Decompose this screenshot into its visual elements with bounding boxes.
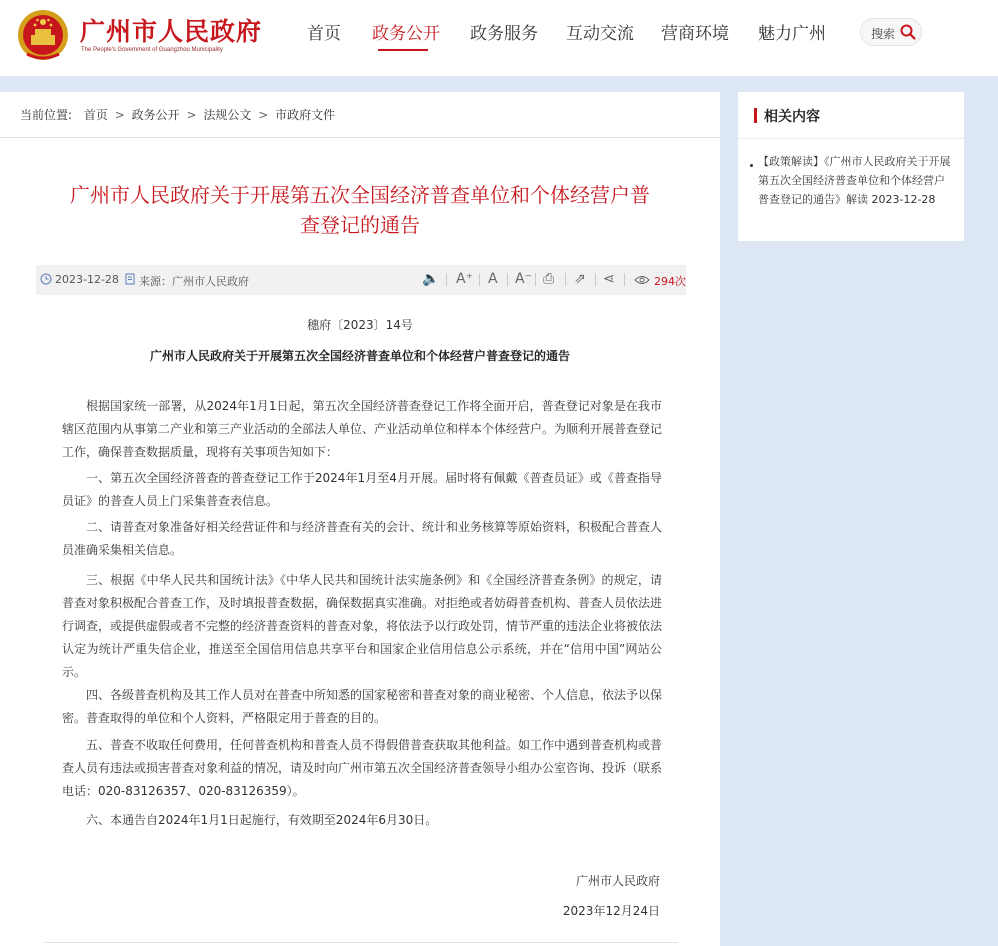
signature: 广州市人民政府 bbox=[575, 874, 660, 888]
document-icon bbox=[124, 273, 136, 285]
toolbar-separator bbox=[595, 273, 596, 286]
breadcrumb-home[interactable]: 首页 bbox=[83, 108, 108, 122]
breadcrumb-separator: > bbox=[114, 108, 125, 122]
nav-interaction[interactable]: 互动交流 bbox=[566, 24, 634, 44]
site-title[interactable]: 广州市人民政府 bbox=[80, 17, 263, 46]
paragraph-6: 六、本通告自2024年1月1日起施行，有效期至2024年6月30日。 bbox=[86, 813, 438, 827]
search-button[interactable] bbox=[860, 18, 922, 46]
document-title: 广州市人民政府关于开展第五次全国经济普查单位和个体经营户普查登记的通告 bbox=[149, 349, 570, 363]
national-emblem-icon[interactable] bbox=[17, 8, 69, 62]
article-panel bbox=[0, 92, 720, 946]
section-marker bbox=[754, 108, 757, 123]
publish-date: 2023-12-28 bbox=[55, 273, 119, 286]
nav-services[interactable]: 政务服务 bbox=[470, 24, 538, 44]
font-normal-icon[interactable]: A bbox=[488, 271, 498, 287]
bullet bbox=[750, 164, 753, 167]
font-decrease-icon[interactable]: A⁻ bbox=[515, 271, 532, 287]
breadcrumb-separator: > bbox=[258, 108, 269, 122]
nav-active-underline bbox=[378, 49, 428, 51]
view-count: 294次 bbox=[654, 275, 686, 288]
search-icon bbox=[899, 23, 917, 41]
related-content-title: 相关内容 bbox=[764, 109, 820, 125]
breadcrumb-municipal-documents[interactable]: 市政府文件 bbox=[275, 108, 336, 122]
breadcrumb-separator: > bbox=[186, 108, 197, 122]
site-header bbox=[0, 0, 998, 76]
share-icon[interactable]: ⋖ bbox=[603, 271, 615, 287]
font-increase-icon[interactable]: A⁺ bbox=[456, 271, 473, 287]
related-link[interactable]: 【政策解读】《广州市人民政府关于开展第五次全国经济普查单位和个体经营户普查登记的通告》解读 2023-12-28 bbox=[758, 155, 951, 206]
toolbar-separator bbox=[507, 273, 508, 286]
toolbar-separator bbox=[446, 273, 447, 286]
related-content-header bbox=[738, 92, 964, 139]
print-icon[interactable]: ⎙ bbox=[543, 271, 555, 287]
divider bbox=[44, 942, 678, 943]
paragraph-intro: 根据国家统一部署，从2024年1月1日起，第五次全国经济普查登记工作将全面开启，普查登记对象是在我市辖区范围内从事第二产业和第三产业活动的全部法人单位、产业活动单位和样本个体经营户。为顺利开展普查登记工作，确保普查数据质量，现将有关事项告知如下： bbox=[62, 399, 663, 459]
breadcrumb-government-affairs[interactable]: 政务公开 bbox=[131, 108, 180, 122]
paragraph-4: 四、各级普查机构及其工作人员对在普查中所知悉的国家秘密和普查对象的商业秘密、个人信息，依法予以保密。普查取得的单位和个人资料，严格限定用于普查的目的。 bbox=[62, 688, 663, 725]
clock-icon bbox=[40, 273, 52, 285]
article-source: 来源：广州市人民政府 bbox=[139, 275, 249, 288]
nav-government-affairs[interactable]: 政务公开 bbox=[372, 24, 440, 44]
eye-icon bbox=[634, 274, 650, 286]
share-external-icon[interactable]: ⇗ bbox=[574, 271, 586, 287]
divider bbox=[0, 137, 720, 138]
toolbar-separator bbox=[565, 273, 566, 286]
toolbar-separator bbox=[535, 273, 536, 286]
breadcrumb bbox=[20, 106, 335, 123]
breadcrumb-prefix: 当前位置: bbox=[20, 108, 73, 122]
nav-home[interactable]: 首页 bbox=[307, 24, 341, 44]
speaker-icon[interactable]: 🔈 bbox=[422, 271, 440, 287]
article-meta-bar bbox=[36, 265, 686, 295]
paragraph-5: 五、普查不收取任何费用，任何普查机构和普查人员不得假借普查获取其他利益。如工作中遇到普查机构或普查人员有违法或损害普查对象利益的情况，请及时向广州市第五次全国经济普查领导小组办公室咨询、投诉（联系电话：020-83126357、020-83126359）。 bbox=[62, 738, 663, 798]
article-title: 广州市人民政府关于开展第五次全国经济普查单位和个体经营户普查登记的通告 bbox=[70, 183, 650, 237]
breadcrumb-regulations[interactable]: 法规公文 bbox=[203, 108, 252, 122]
toolbar-separator bbox=[624, 273, 625, 286]
paragraph-2: 二、请普查对象准备好相关经营证件和与经济普查有关的会计、统计和业务核算等原始资料，积极配合普查人员准确采集相关信息。 bbox=[62, 520, 663, 557]
related-content-panel bbox=[738, 92, 964, 241]
nav-charm-guangzhou[interactable]: 魅力广州 bbox=[758, 24, 826, 44]
paragraph-3: 三、根据《中华人民共和国统计法》《中华人民共和国统计法实施条例》和《全国经济普查条例》的规定，请普查对象积极配合普查工作，及时填报普查数据，确保数据真实准确。对拒绝或者妨碍普查机构、普查人员依法进行调查，或提供虚假或者不完整的经济普查资料的普查对象，将依法予以行政处罚，情节严重的违法企业将被依法认定为统计严重失信企业，推送至全国信用信息共享平台和国家企业信用信息公示系统，并在“信用中国”网站公示。 bbox=[62, 573, 663, 679]
site-subtitle: The People's Government of Guangzhou Municipality bbox=[81, 47, 223, 53]
toolbar-separator bbox=[479, 273, 480, 286]
search-label: 搜索 bbox=[871, 27, 896, 41]
paragraph-1: 一、第五次全国经济普查的普查登记工作于2024年1月至4月开展。届时将有佩戴《普查员证》或《普查指导员证》的普查人员上门采集普查表信息。 bbox=[62, 471, 662, 508]
nav-business-environment[interactable]: 营商环境 bbox=[661, 24, 729, 44]
document-number: 穗府〔2023〕14号 bbox=[307, 318, 413, 332]
signature-date: 2023年12月24日 bbox=[562, 904, 660, 918]
